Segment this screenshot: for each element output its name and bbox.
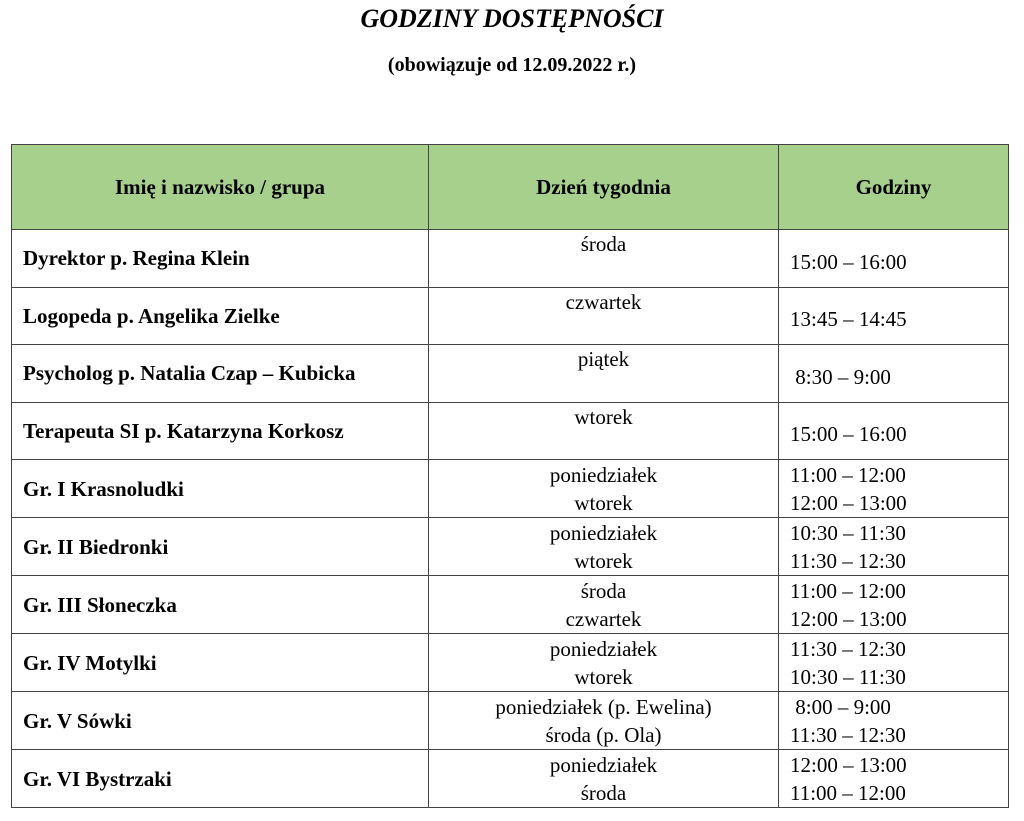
row-name: Gr. V Sówki [12, 692, 429, 750]
document-title: GODZINY DOSTĘPNOŚCI [360, 4, 664, 33]
row-days [429, 287, 779, 345]
row-days [429, 460, 779, 518]
day-entry: wtorek [574, 404, 633, 429]
row-name: Psycholog p. Natalia Czap – Kubicka [12, 345, 429, 403]
day-entry: piątek [577, 347, 630, 371]
availability-table [11, 144, 1009, 808]
day-entry: wtorek [574, 665, 633, 689]
row-hours [779, 460, 1009, 518]
row-name: Gr. IV Motylki [12, 634, 429, 692]
hours-entry: 12:00 – 13:00 [790, 606, 907, 631]
row-name: Gr. II Biedronki [12, 518, 429, 576]
table-row [12, 230, 1009, 288]
row-days [429, 230, 779, 288]
row-name: Gr. VI Bystrzaki [12, 750, 429, 808]
hours-entry: 8:00 – 9:00 [790, 694, 891, 719]
table-row [12, 345, 1009, 403]
day-entry: poniedziałek [549, 753, 658, 777]
column-header-hours: Godziny [779, 145, 1009, 230]
row-hours [779, 518, 1009, 576]
table-row [12, 634, 1009, 692]
day-entry: poniedziałek [549, 637, 658, 661]
day-entry: poniedziałek (p. Ewelina) [495, 695, 712, 719]
row-days [429, 634, 779, 692]
table-row [12, 750, 1009, 808]
hours-entry: 12:00 – 13:00 [790, 752, 907, 777]
row-name: Dyrektor p. Regina Klein [12, 230, 429, 288]
hours-entry: 10:30 – 11:30 [790, 520, 906, 545]
day-entry: środa (p. Ola) [545, 723, 662, 747]
row-days [429, 518, 779, 576]
day-entry: poniedziałek [549, 463, 658, 487]
day-entry: wtorek [574, 549, 633, 573]
row-name: Logopeda p. Angelika Zielke [12, 287, 429, 345]
hours-entry: 11:00 – 12:00 [790, 578, 906, 603]
row-hours [779, 692, 1009, 750]
day-entry: poniedziałek [549, 521, 658, 545]
row-days [429, 576, 779, 634]
hours-entry: 13:45 – 14:45 [790, 307, 907, 331]
row-hours [779, 576, 1009, 634]
row-name: Gr. III Słoneczka [12, 576, 429, 634]
row-hours [779, 345, 1009, 403]
hours-entry: 10:30 – 11:30 [790, 664, 906, 689]
table-row [12, 287, 1009, 345]
table-body [12, 230, 1009, 808]
row-hours [779, 230, 1009, 288]
table-header-row [12, 145, 1009, 230]
hours-entry: 11:00 – 12:00 [790, 462, 906, 487]
row-name: Gr. I Krasnoludki [12, 460, 429, 518]
hours-entry: 11:30 – 12:30 [790, 636, 906, 661]
row-hours [779, 750, 1009, 808]
row-hours [779, 634, 1009, 692]
hours-entry: 11:30 – 12:30 [790, 722, 906, 747]
column-header-name: Imię i nazwisko / grupa [12, 145, 429, 230]
row-hours [779, 287, 1009, 345]
table-row [12, 518, 1009, 576]
row-days [429, 402, 779, 460]
hours-entry: 8:30 – 9:00 [790, 364, 891, 389]
day-entry: środa [580, 232, 627, 256]
row-days [429, 692, 779, 750]
hours-entry: 15:00 – 16:00 [790, 249, 907, 274]
row-hours [779, 402, 1009, 460]
row-days [429, 345, 779, 403]
day-entry: środa [580, 579, 627, 603]
hours-entry: 11:00 – 12:00 [790, 780, 906, 805]
hours-entry: 12:00 – 13:00 [790, 490, 907, 515]
column-header-day: Dzień tygodnia [429, 145, 779, 230]
row-days [429, 750, 779, 808]
hours-entry: 11:30 – 12:30 [790, 548, 906, 573]
table-row [12, 402, 1009, 460]
table-row [12, 576, 1009, 634]
day-entry: czwartek [565, 289, 642, 314]
hours-entry: 15:00 – 16:00 [790, 422, 907, 446]
day-entry: czwartek [565, 607, 642, 631]
document-subtitle: (obowiązuje od 12.09.2022 r.) [387, 54, 637, 76]
table-row [12, 692, 1009, 750]
row-name: Terapeuta SI p. Katarzyna Korkosz [12, 402, 429, 460]
day-entry: wtorek [574, 491, 633, 515]
day-entry: środa [580, 781, 627, 805]
table-row [12, 460, 1009, 518]
